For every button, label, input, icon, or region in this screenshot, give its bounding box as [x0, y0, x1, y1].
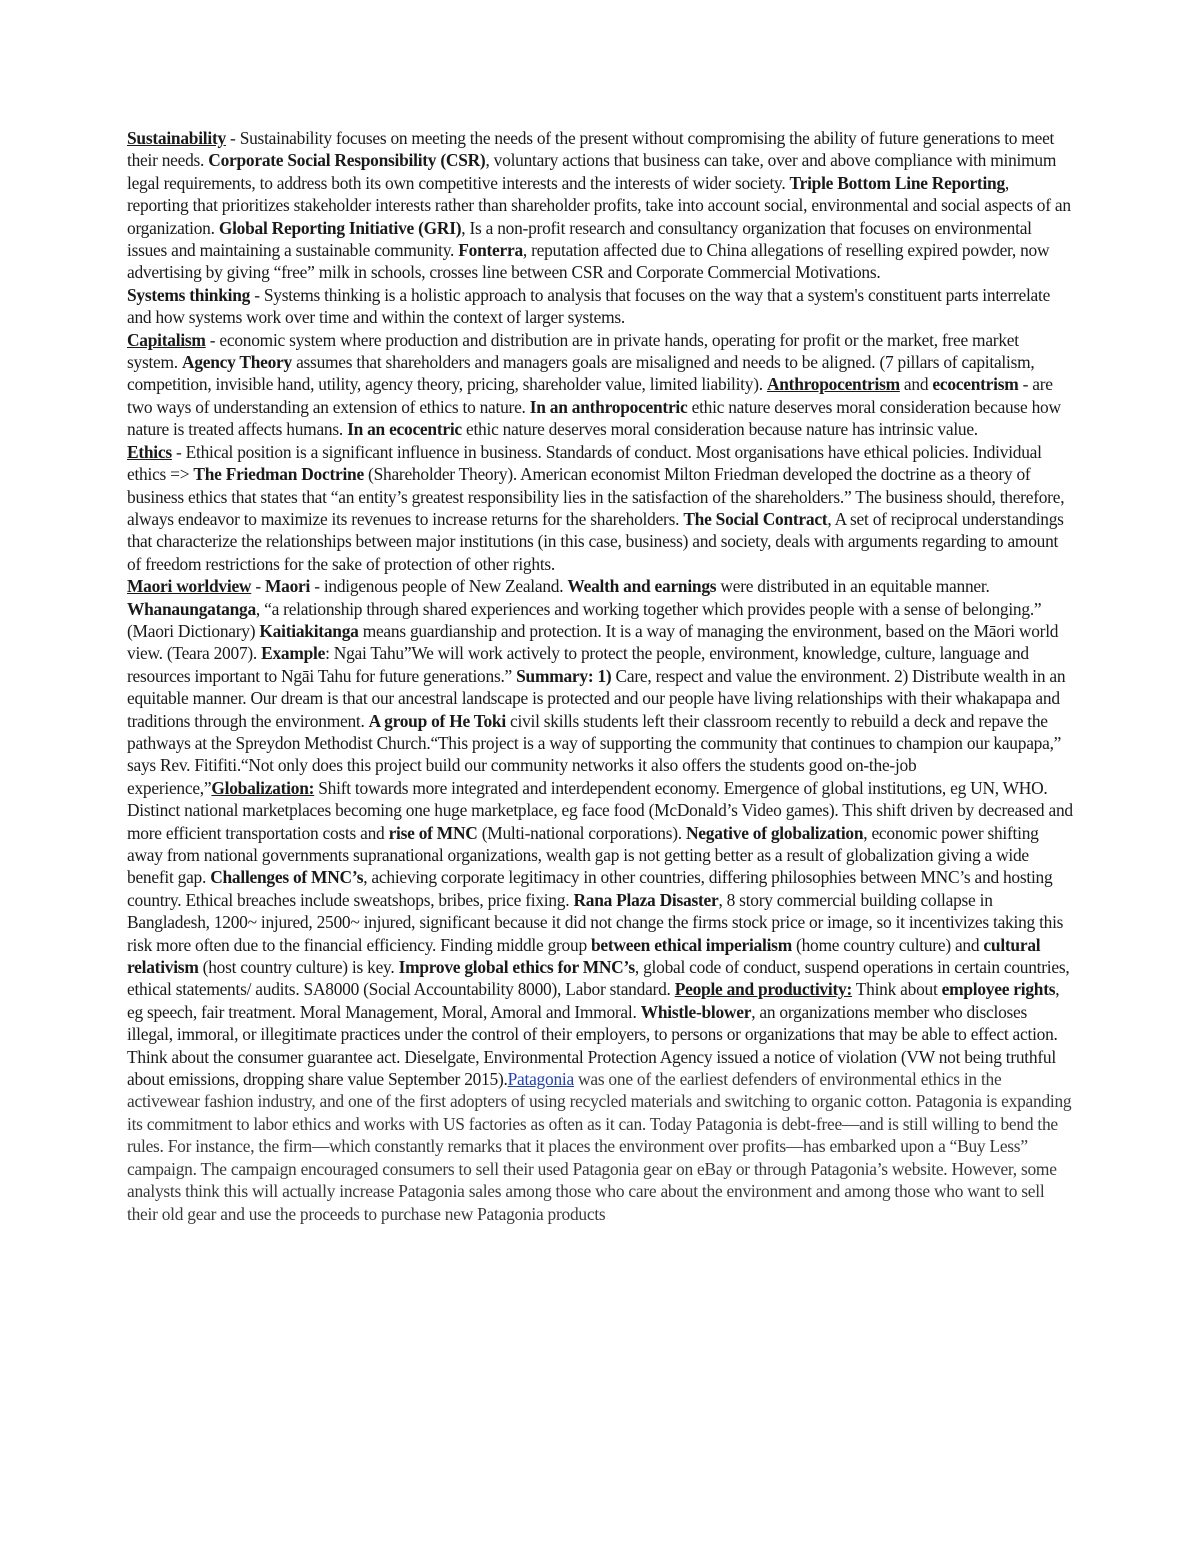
- term-social-contract: The Social Contract: [683, 508, 828, 529]
- body-text: (home country culture) and: [791, 934, 984, 955]
- paragraph-capitalism: [127, 329, 1073, 441]
- body-text: , achieving corporate legitimacy in other countries, differing philosophies between MNC’s and hosting country. Ethical breaches include sweatshops, bribes, price fixing.: [127, 867, 1053, 910]
- term-ecocentric: In an ecocentric: [347, 419, 462, 440]
- term-fonterra: Fonterra: [458, 240, 523, 261]
- patagonia-link[interactable]: Patagonia: [507, 1069, 574, 1090]
- body-text: , reporting that prioritizes stakeholder interests rather than shareholder profits, take into account social, environmental and social aspects of an organization.: [127, 172, 1071, 238]
- body-text: , reputation affected due to China allegations of reselling expired powder, now advertising by giving “free” milk in schools, crosses line between CSR and Corporate Commercial Motivations.: [127, 240, 1050, 283]
- heading-people-productivity: People and productivity:: [674, 979, 852, 1000]
- term-ethical-imperialism: between ethical imperialism: [591, 934, 792, 955]
- body-text: ethic nature deserves moral consideration because nature has intrinsic value.: [461, 419, 978, 440]
- term-ecocentrism: ecocentrism: [932, 374, 1019, 395]
- body-text: (Shareholder Theory). American economist Milton Friedman developed the doctrine as a theory of business ethics that states that “an entity’s greatest responsibility lies in the satisfaction of the shareholders.” The business should, therefore, always endeavor to maximize its revenues to increase returns for the shareholders.: [127, 464, 1065, 529]
- body-text: , eg speech, fair treatment. Moral Management, Moral, Amoral and Immoral.: [127, 979, 1060, 1022]
- body-text: , Is a non-profit research and consultancy organization that focuses on environmental issues and maintaining a sustainable community.: [127, 217, 1032, 261]
- body-text: , economic power shifting away from national governments supranational organizations, wealth gap is not getting better as a result of globalization giving a wide benefit gap.: [127, 822, 1039, 888]
- body-text: - Ethical position is a significant influence in business. Standards of conduct. Most organisations have ethical policies. Individual ethics =>: [127, 441, 1042, 485]
- term-friedman-doctrine: The Friedman Doctrine: [193, 464, 364, 485]
- term-wealth-earnings: Wealth and earnings: [567, 576, 717, 597]
- term-maori: Maori: [264, 576, 311, 597]
- body-text: ethic nature deserves moral consideration because how nature is treated affects humans.: [127, 396, 1061, 440]
- body-text: - indigenous people of New Zealand.: [310, 576, 568, 597]
- body-text: : Ngai Tahu”We will work actively to protect the people, environment, knowledge, culture, language and resources important to Ngāi Tahu for future generations.”: [127, 643, 1029, 686]
- paragraph-ethics: [127, 441, 1073, 575]
- body-text: Shift towards more integrated and interdependent economy. Emergence of global institutions, eg UN, WHO. Distinct national marketplaces becoming one huge marketplace, eg face food (McDonald’s Video games). This shift driven by decreased and more efficient transportation costs and: [127, 777, 1073, 843]
- heading-capitalism: Capitalism: [127, 329, 206, 350]
- body-text: - economic system where production and distribution are in private hands, operating for profit or the market, free market system.: [127, 329, 1019, 373]
- body-text: assumes that shareholders and managers goals are misaligned and needs to be aligned. (7 pillars of capitalism, competition, invisible hand, utility, agency theory, pricing, shareholder value, limited liability).: [127, 352, 1035, 395]
- heading-ethics: Ethics: [127, 441, 172, 462]
- body-text: - are two ways of understanding an extension of ethics to nature.: [127, 374, 1053, 417]
- paragraph-sustainability: [127, 127, 1073, 284]
- paragraph-maori-worldview: [127, 575, 1073, 1225]
- term-cultural-relativism: cultural relativism: [127, 934, 1041, 978]
- term-agency-theory: Agency Theory: [182, 352, 292, 373]
- term-kaitiakitanga: Kaitiakitanga: [259, 620, 359, 641]
- term-summary: Summary: 1): [516, 665, 612, 686]
- term-anthropocentric: In an anthropocentric: [529, 396, 688, 417]
- term-he-toki: A group of He Toki: [368, 710, 506, 731]
- body-text: Think about: [852, 979, 942, 1000]
- body-text: , A set of reciprocal understandings that characterize the relationships between major institutions (in this case, business) and society, deals with arguments regarding to amount of freedom restrictions for the sake of protection of other rights.: [127, 508, 1064, 574]
- term-example: Example: [261, 643, 326, 664]
- term-rise-of-mnc: rise of MNC: [388, 822, 478, 843]
- term-whistle-blower: Whistle-blower: [640, 1001, 752, 1022]
- body-text: and: [899, 374, 933, 395]
- heading-sustainability: Sustainability: [127, 128, 226, 148]
- term-rana-plaza: Rana Plaza Disaster: [573, 889, 719, 910]
- body-text: , “a relationship through shared experiences and working together which provides people with a sense of belonging.” (Maori Dictionary): [127, 598, 1042, 641]
- term-gri: Global Reporting Initiative (GRI): [218, 217, 462, 238]
- body-text: means guardianship and protection. It is a way of managing the environment, based on the Māori world view. (Teara 2007).: [127, 620, 1059, 664]
- body-text: , 8 story commercial building collapse in Bangladesh, 1200~ injured, 2500~ injured, significant because it did not change the firms stock price or image, so it incentivizes taking this risk more often due to the financial efficiency. Finding middle group: [127, 889, 1064, 955]
- term-csr: Corporate Social Responsibility (CSR): [208, 150, 486, 171]
- term-whanaungatanga: Whanaungatanga: [127, 598, 256, 619]
- paragraph-systems-thinking: [127, 284, 1073, 329]
- body-text: were distributed in an equitable manner.: [716, 576, 990, 597]
- document-page: [127, 127, 1073, 1225]
- body-text: Care, respect and value the environment. 2) Distribute wealth in an equitable manner. Our dream is that our ancestral landscape is protected and our people have living relationships with their whakapapa and traditions through the environment.: [127, 665, 1066, 731]
- body-text: , global code of conduct, suspend operations in certain countries, ethical statements/ audits. SA8000 (Social Accountability 8000), Labor standard.: [127, 957, 1070, 1000]
- term-triple-bottom-line: Triple Bottom Line Reporting: [789, 172, 1005, 193]
- term-challenges-mnc: Challenges of MNC’s: [210, 867, 364, 888]
- heading-systems-thinking: Systems thinking: [127, 284, 251, 305]
- body-text: - Systems thinking is a holistic approach to analysis that focuses on the way that a system's constituent parts interrelate and how systems work over time and within the context of larger systems.: [127, 284, 1051, 328]
- body-text: was one of the earliest defenders of environmental ethics in the activewear fashion industry, and one of the first adopters of using recycled materials and switching to organic cotton. Patagonia is expanding its commitment to labor ethics and works with US factories as often as it can. Today Patagonia is debt-free—and is still willing to bend the rules. For instance, the firm—which constantly remarks that it places the environment over profits—has embarked upon a “Buy Less” campaign. The campaign encouraged consumers to sell their used Patagonia gear on eBay or through Patagonia’s website. However, some analysts think this will actually increase Patagonia sales among those who care about the environment and among those who want to sell their old gear and use the proceeds to purchase new Patagonia products: [127, 1069, 1072, 1224]
- body-text: (Multi-national corporations).: [477, 822, 686, 843]
- heading-maori-worldview: Maori worldview: [127, 576, 252, 597]
- term-improve-global-ethics: Improve global ethics for MNC’s: [398, 957, 635, 978]
- body-text: (host country culture) is key.: [198, 957, 399, 978]
- body-text: civil skills students left their classroom recently to rebuild a deck and repave the pathways at the Spreydon Methodist Church.“This project is a way of supporting the community that continues to champion our kaupapa,” says Rev. Fitifiti.“Not only does this project build our community networks it also offers the students good on-the-job experience,”: [127, 710, 1062, 798]
- term-employee-rights: employee rights: [941, 979, 1056, 1000]
- body-text: - Sustainability focuses on meeting the needs of the present without compromising the ability of future generations to meet their needs.: [127, 128, 1055, 171]
- body-text: , an organizations member who discloses illegal, immoral, or illegitimate practices under the control of their employers, to persons or organizations that may be able to effect action. Think about the consumer guarantee act. Dieselgate, Environmental Protection Agency issued a notice of violation (VW not being truthful about emissions, dropping share value September 2015).: [127, 1001, 1058, 1090]
- body-text: -: [251, 576, 265, 597]
- body-text: , voluntary actions that business can take, over and above compliance with minimum legal requirements, to address both its own competitive interests and the interests of wider society.: [127, 150, 1057, 193]
- term-negative-globalization: Negative of globalization: [685, 822, 864, 843]
- term-anthropocentrism: Anthropocentrism: [766, 374, 900, 395]
- heading-globalization: Globalization:: [211, 777, 315, 798]
